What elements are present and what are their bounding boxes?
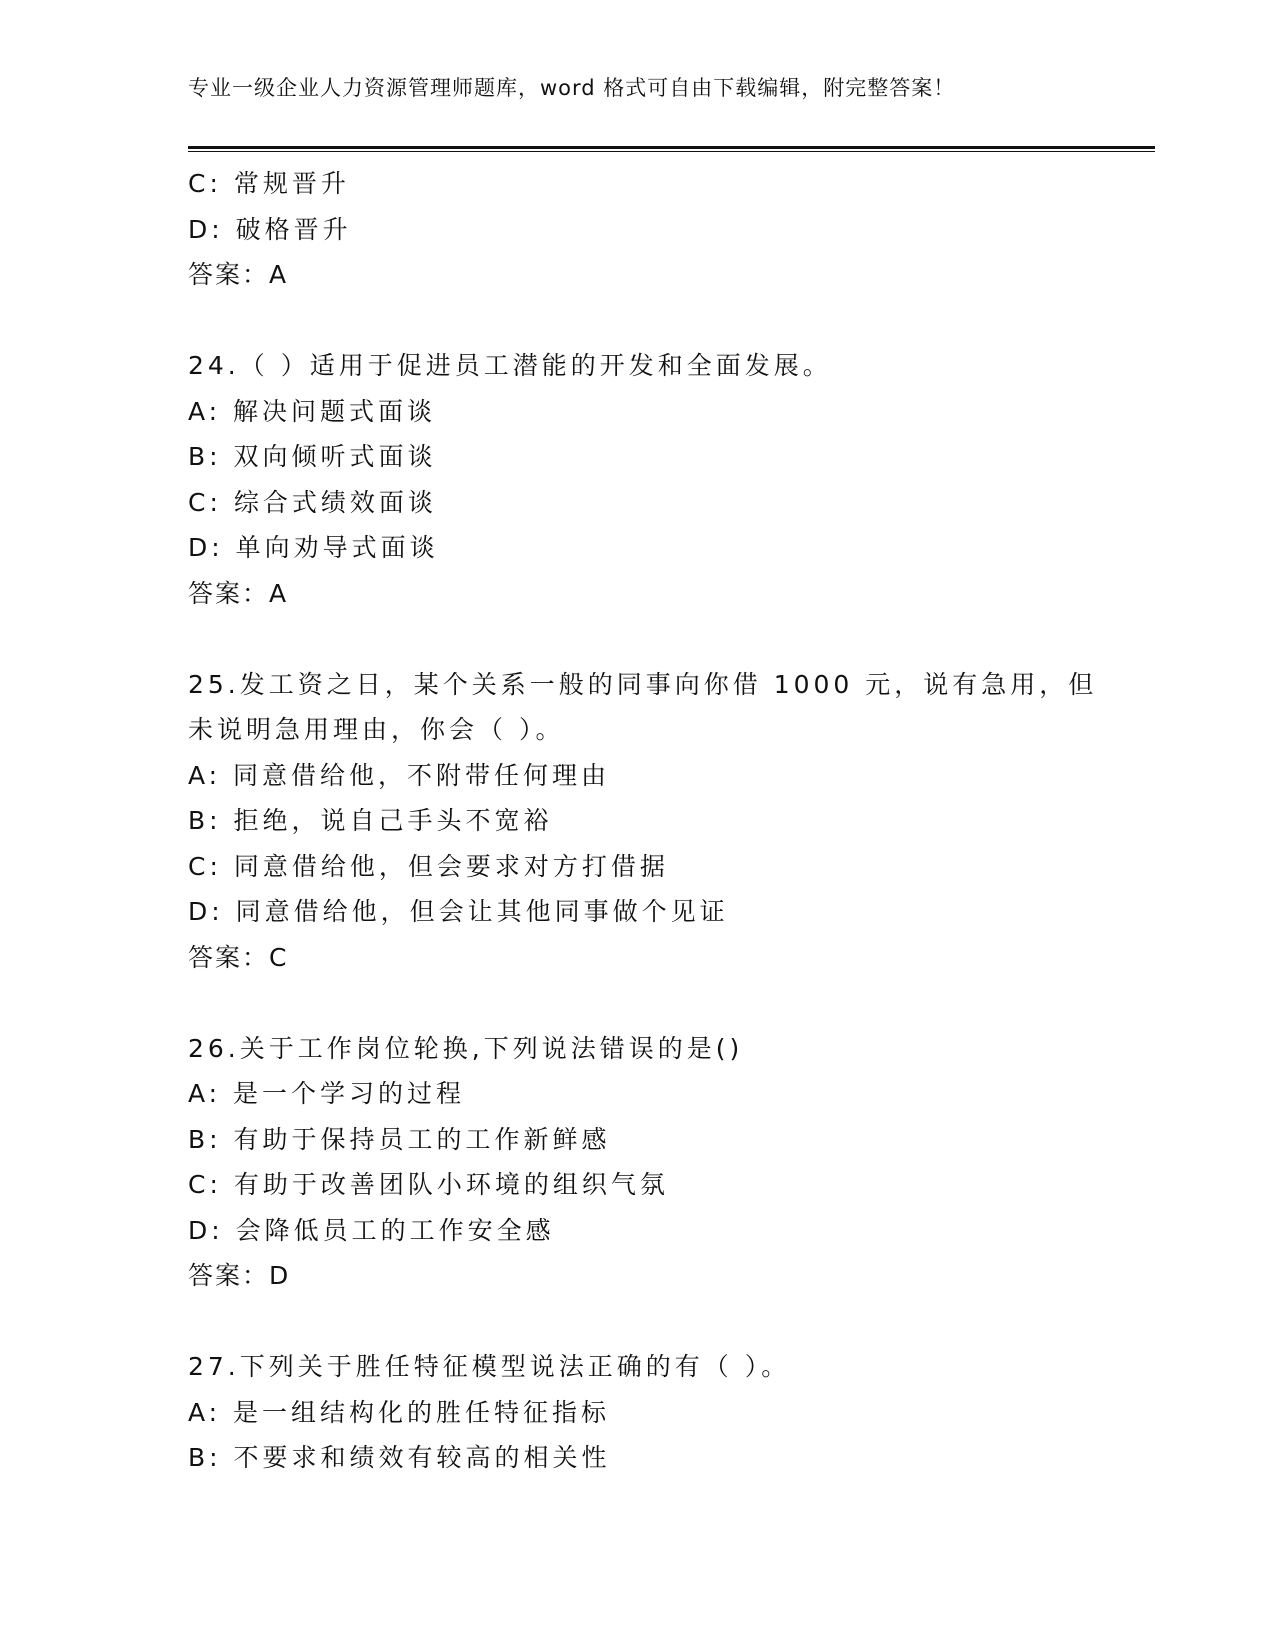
option-text: C: 常规晋升 (188, 169, 350, 198)
option-text: C: 综合式绩效面谈 (188, 487, 437, 517)
header-rule-thick (188, 146, 1155, 149)
option-text: D: 单向劝导式面谈 (188, 533, 439, 562)
answer-text: 答案：C (188, 942, 289, 972)
question-block (188, 1344, 1088, 1481)
option-text: A: 是一组结构化的胜任特征指标 (188, 1397, 611, 1427)
question-stem: 24.（ ）适用于促进员工潜能的开发和全面发展。 (188, 351, 832, 380)
question-block (188, 662, 1098, 981)
option-text: D: 会降低员工的工作安全感 (188, 1215, 555, 1245)
option-text: C: 同意借给他，但会要求对方打借据 (188, 851, 669, 881)
option-text: A: 是一个学习的过程 (188, 1079, 466, 1108)
option-text: A: 解决问题式面谈 (188, 396, 437, 426)
option-text: A: 同意借给他，不附带任何理由 (188, 760, 611, 790)
question-stem: 未说明急用理由，你会（ ）。 (188, 715, 565, 744)
option-text: B: 不要求和绩效有较高的相关性 (188, 1443, 611, 1472)
option-text: C: 有助于改善团队小环境的组织气氛 (188, 1170, 669, 1199)
option-text: D: 破格晋升 (188, 214, 352, 244)
question-block (188, 343, 1088, 616)
spacer (188, 298, 1088, 344)
option-text: B: 有助于保持员工的工作新鲜感 (188, 1124, 611, 1154)
answer-text: 答案：A (188, 260, 289, 289)
header-rule-thin (188, 151, 1155, 152)
question-stem: 25.发工资之日，某个关系一般的同事向你借 1000 元，说有急用，但 (188, 669, 1098, 699)
option-text: B: 双向倾听式面谈 (188, 442, 437, 471)
option-text: D: 同意借给他，但会让其他同事做个见证 (188, 897, 729, 926)
question-block (188, 1026, 1088, 1299)
question-stem: 26.关于工作岗位轮换,下列说法错误的是() (188, 1033, 744, 1063)
spacer (188, 980, 1088, 1026)
spacer (188, 1299, 1088, 1345)
spacer (188, 616, 1088, 662)
answer-text: 答案：A (188, 578, 289, 608)
question-list (188, 161, 1098, 1481)
question-block (188, 161, 1088, 298)
page-header: 专业一级企业人力资源管理师题库，word 格式可自由下载编辑，附完整答案！ (188, 76, 956, 100)
option-text: B: 拒绝，说自己手头不宽裕 (188, 806, 553, 835)
answer-text: 答案：D (188, 1261, 291, 1290)
question-stem: 27.下列关于胜任特征模型说法正确的有（ ）。 (188, 1352, 791, 1381)
